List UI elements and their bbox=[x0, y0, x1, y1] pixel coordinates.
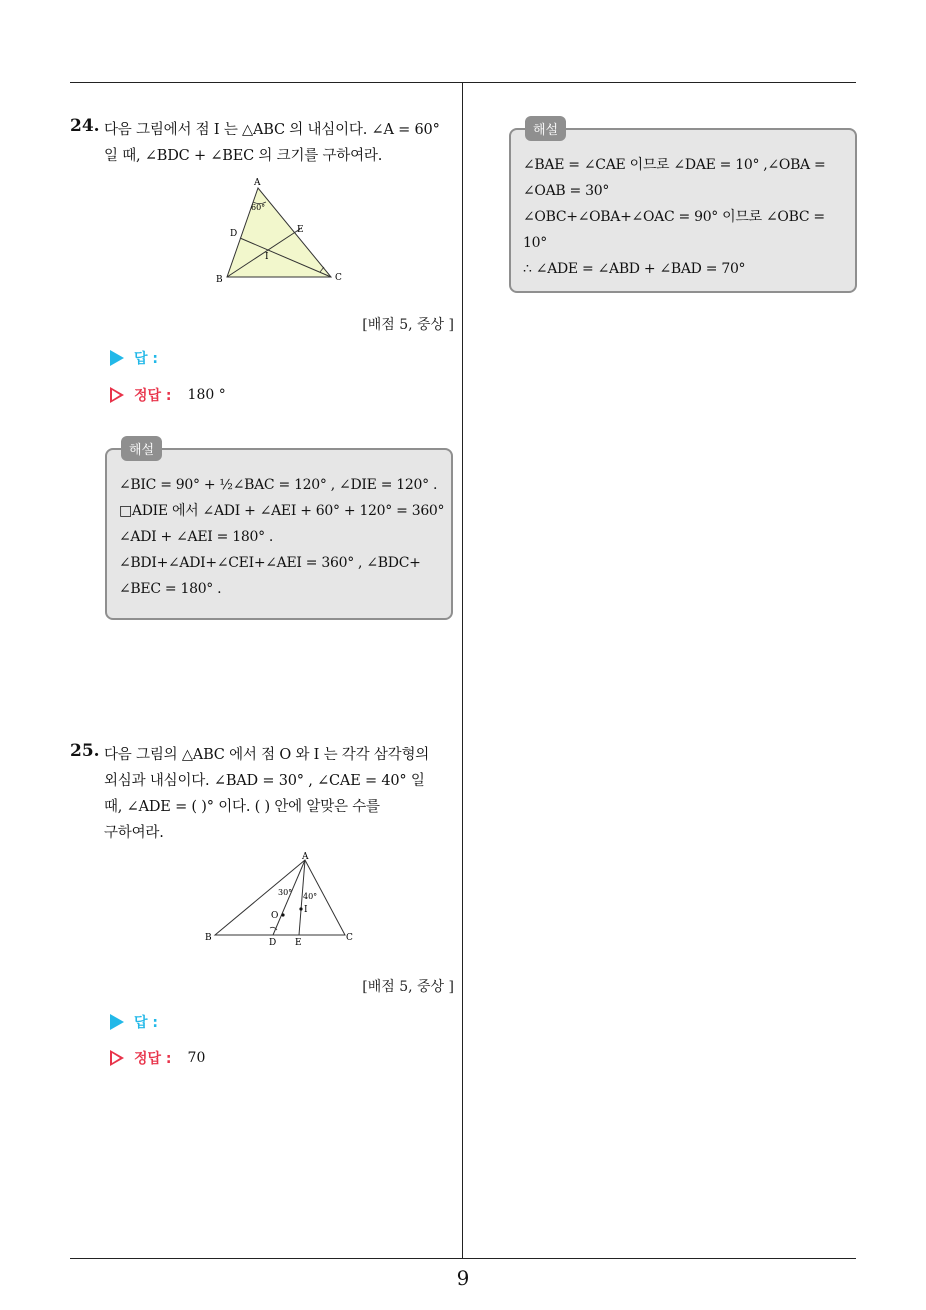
q25-explanation-line-4: 10° bbox=[523, 235, 547, 251]
q25-label-d: D bbox=[269, 938, 277, 948]
q24-label-d: D bbox=[230, 229, 238, 239]
q25-explanation-line-2: ∠OAB = 30° bbox=[523, 183, 610, 199]
q25-explanation-tag: 해설 bbox=[525, 116, 566, 141]
q24-label-e: E bbox=[297, 225, 304, 235]
q24-answer-row bbox=[110, 348, 158, 368]
q24-explanation-box bbox=[105, 443, 453, 620]
q25-triangle-figure bbox=[200, 850, 365, 950]
answer-arrow-icon bbox=[110, 350, 124, 366]
q25-correct-label: 정답 : bbox=[134, 1051, 172, 1067]
answer-arrow-icon bbox=[110, 1014, 124, 1030]
q25-label-o: O bbox=[271, 911, 279, 921]
q24-triangle-figure bbox=[210, 172, 350, 288]
q25-explanation-line-5: ∴ ∠ADE = ∠ABD + ∠BAD = 70° bbox=[523, 261, 746, 277]
q24-explanation-line-5: ∠BEC = 180° . bbox=[119, 581, 222, 597]
q24-score: [배점 5, 중상 ] bbox=[362, 317, 454, 333]
q24-label-c: C bbox=[335, 273, 342, 283]
q25-answer-row bbox=[110, 1012, 158, 1032]
q25-explanation-box bbox=[509, 123, 857, 293]
q24-label-i: I bbox=[265, 252, 269, 262]
q25-correct-value: 70 bbox=[187, 1050, 206, 1066]
q25-label-i: I bbox=[304, 905, 308, 915]
q25-number: 25. bbox=[70, 741, 100, 761]
q24-number: 24. bbox=[70, 116, 100, 136]
q25-label-b: B bbox=[205, 933, 212, 943]
q24-explanation-line-2: □ADIE 에서 ∠ADI + ∠AEI + 60° + 120° = 360° bbox=[119, 503, 445, 519]
q25-explanation-line-3: ∠OBC+∠OBA+∠OAC = 90° 이므로 ∠OBC = bbox=[523, 209, 825, 225]
q24-correct-value: 180 ° bbox=[187, 387, 226, 403]
q24-label-a: A bbox=[254, 178, 261, 188]
q24-label-angle: 60° bbox=[251, 203, 266, 212]
q24-correct-label: 정답 : bbox=[134, 388, 172, 404]
q25-label-c: C bbox=[346, 933, 353, 943]
q25-explanation-line-1: ∠BAE = ∠CAE 이므로 ∠DAE = 10° ,∠OBA = bbox=[523, 157, 826, 173]
q24-text-line-1: 다음 그림에서 점 I 는 △ABC 의 내심이다. ∠A = 60° bbox=[104, 122, 440, 138]
q25-text-line-2: 외심과 내심이다. ∠BAD = 30° , ∠CAE = 40° 일 bbox=[104, 773, 425, 789]
q24-explanation-line-1: ∠BIC = 90° + ½∠BAC = 120° , ∠DIE = 120° . bbox=[119, 477, 438, 493]
bottom-rule bbox=[70, 1258, 856, 1259]
correct-arrow-icon bbox=[110, 1050, 124, 1066]
q24-correct-row bbox=[110, 385, 226, 405]
q24-explanation-line-4: ∠BDI+∠ADI+∠CEI+∠AEI = 360° , ∠BDC+ bbox=[119, 555, 421, 571]
q25-text-line-1: 다음 그림의 △ABC 에서 점 O 와 I 는 각각 삼각형의 bbox=[104, 747, 430, 763]
page-number: 9 bbox=[456, 1266, 470, 1290]
correct-arrow-icon bbox=[110, 387, 124, 403]
q25-label-a: A bbox=[302, 852, 309, 862]
q24-text-line-2: 일 때, ∠BDC + ∠BEC 의 크기를 구하여라. bbox=[104, 148, 383, 164]
q25-text-line-4: 구하여라. bbox=[104, 825, 164, 841]
q25-answer-label: 답 : bbox=[134, 1015, 158, 1031]
q24-explanation-tag: 해설 bbox=[121, 436, 162, 461]
q25-label-angle-30: 30° bbox=[278, 888, 293, 897]
column-divider bbox=[462, 82, 463, 1258]
q25-score: [배점 5, 중상 ] bbox=[362, 979, 454, 995]
q25-correct-row bbox=[110, 1048, 205, 1068]
q24-label-b: B bbox=[216, 275, 223, 285]
q25-label-e: E bbox=[295, 938, 302, 948]
q25-text-line-3: 때, ∠ADE = ( )° 이다. ( ) 안에 알맞은 수를 bbox=[104, 799, 380, 815]
q24-explanation-line-3: ∠ADI + ∠AEI = 180° . bbox=[119, 529, 274, 545]
q24-answer-label: 답 : bbox=[134, 351, 158, 367]
top-rule bbox=[70, 82, 856, 83]
q25-label-angle-40: 40° bbox=[303, 892, 318, 901]
